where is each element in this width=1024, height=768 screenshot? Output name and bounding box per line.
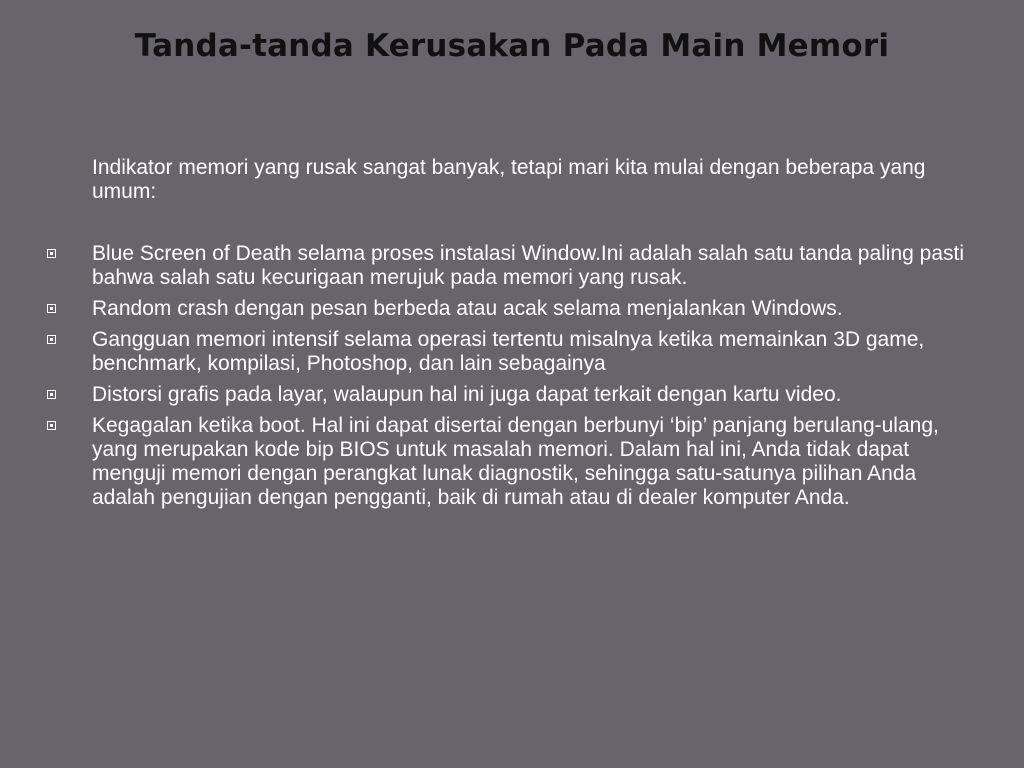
bullet-list <box>92 242 972 510</box>
list-item <box>92 383 972 407</box>
list-item-text: Blue Screen of Death selama proses instalasi Window.Ini adalah salah satu tanda paling pasti bahwa salah satu kecurigaan merujuk pada memori yang rusak. <box>92 242 965 289</box>
intro-paragraph: Indikator memori yang rusak sangat banyak, tetapi mari kita mulai dengan beberapa yang umum: <box>92 156 926 203</box>
list-item-text: Distorsi grafis pada layar, walaupun hal ini juga dapat terkait dengan kartu video. <box>92 383 842 406</box>
square-bullet-icon <box>47 421 56 430</box>
square-bullet-icon <box>47 390 56 399</box>
list-item <box>92 242 972 290</box>
square-bullet-icon <box>47 249 56 258</box>
list-item <box>92 414 972 510</box>
slide-title: Tanda-tanda Kerusakan Pada Main Memori <box>134 28 890 64</box>
square-bullet-icon <box>47 304 56 313</box>
slide-body <box>92 156 972 517</box>
list-item-text: Gangguan memori intensif selama operasi tertentu misalnya ketika memainkan 3D game, benchmark, kompilasi, Photoshop, dan lain sebagainya <box>92 328 925 375</box>
list-item <box>92 328 972 376</box>
square-bullet-icon <box>47 335 56 344</box>
list-item <box>92 297 972 321</box>
list-item-text: Kegagalan ketika boot. Hal ini dapat disertai dengan berbunyi ‘bip’ panjang berulang-ulang, yang merupakan kode bip BIOS untuk masalah memori. Dalam hal ini, Anda tidak dapat menguji memori dengan perangkat lunak diagnostik, sehingga satu-satunya pilihan Anda adalah pengujian dengan pengganti, baik di rumah atau di dealer komputer Anda. <box>92 414 939 509</box>
list-item-text: Random crash dengan pesan berbeda atau acak selama menjalankan Windows. <box>92 297 843 320</box>
